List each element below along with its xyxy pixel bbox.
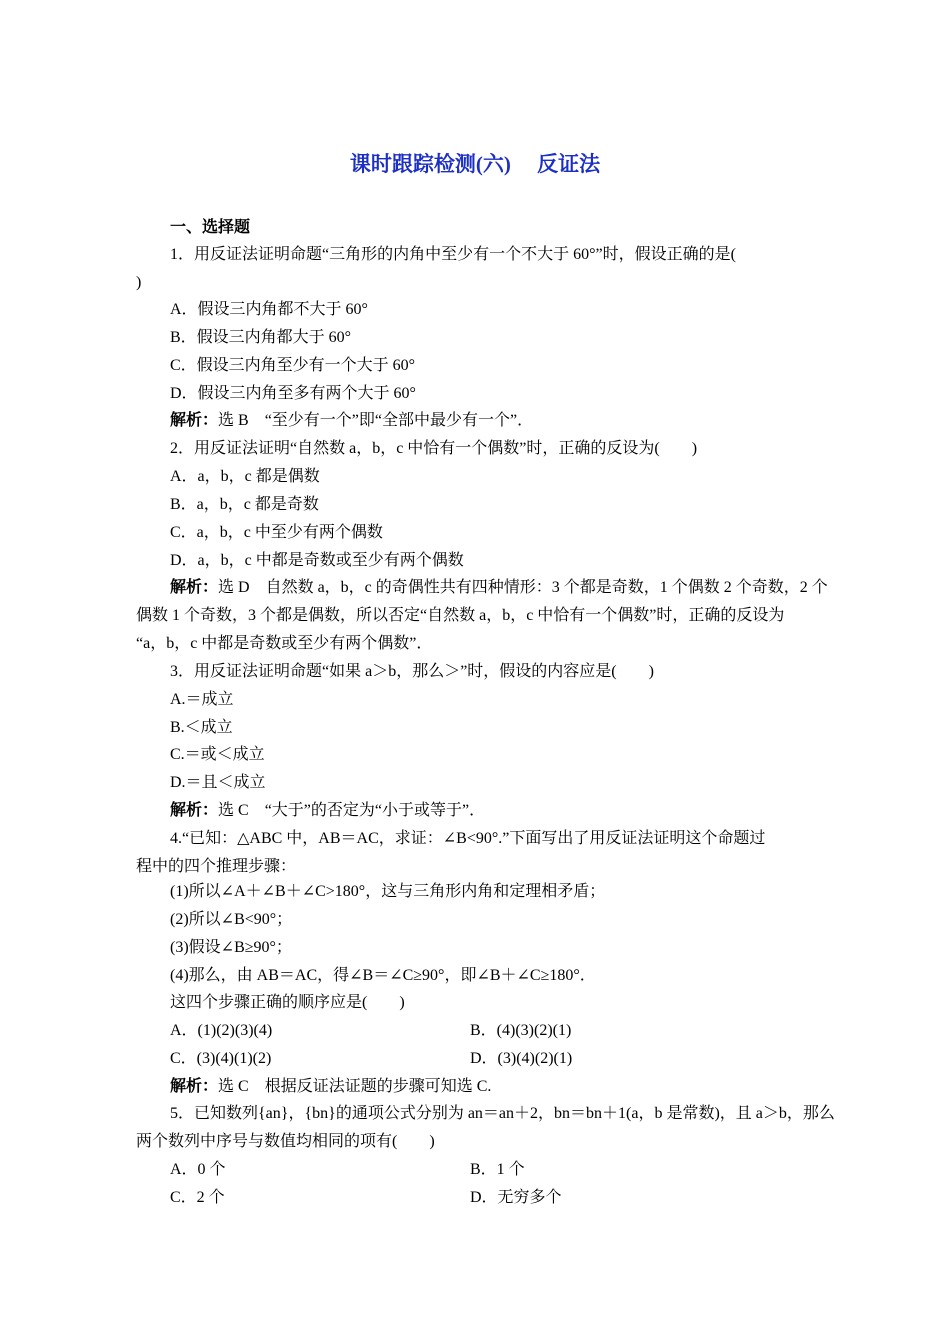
q5-stem-continued: 两个数列中序号与数值均相同的项有( ) — [136, 1133, 435, 1150]
q2-option-c: C．a，b，c 中至少有两个偶数 — [170, 524, 383, 541]
q5-option-a: A．0 个 — [170, 1161, 226, 1178]
q5-option-d: D．无穷多个 — [470, 1189, 562, 1206]
q2-option-b: B．a，b，c 都是奇数 — [170, 496, 319, 513]
q4-step-1: (1)所以∠A＋∠B＋∠C>180°，这与三角形内角和定理相矛盾； — [170, 883, 606, 900]
q4-option-a: A．(1)(2)(3)(4) — [170, 1022, 273, 1039]
q3-stem: 3．用反证法证明命题“如果 a＞b，那么＞”时，假设的内容应是( ) — [170, 663, 654, 680]
q1-analysis-label: 解析： — [170, 412, 219, 429]
q4-step-3: (3)假设∠B≥90°； — [170, 939, 292, 956]
q3-analysis-label: 解析： — [170, 802, 219, 819]
q4-option-b: B．(4)(3)(2)(1) — [470, 1022, 572, 1039]
q2-stem: 2．用反证法证明“自然数 a，b，c 中恰有一个偶数”时，正确的反设为( ) — [170, 440, 698, 457]
q4-option-c: C．(3)(4)(1)(2) — [170, 1050, 272, 1067]
q3-option-d: D.＝且＜成立 — [170, 774, 266, 791]
q4-stem: 4.“已知：△ABC 中，AB＝AC，求证：∠B<90°.”下面写出了用反证法证明这个命题过 — [170, 830, 766, 847]
q1-stem-continued: ) — [136, 274, 142, 291]
q3-option-c: C.＝或＜成立 — [170, 746, 265, 763]
q4-analysis — [170, 1077, 491, 1097]
q3-analysis-text: 选 C “大于”的否定为“小于或等于”． — [218, 802, 486, 819]
q5-stem: 5．已知数列{an}，{bn}的通项公式分别为 an＝an＋2，bn＝bn＋1(a，b 是常数)，且 a＞b，那么 — [170, 1105, 835, 1122]
page-title: 课时跟踪检测(六) 反证法 — [349, 152, 601, 176]
q4-option-d: D．(3)(4)(2)(1) — [470, 1050, 573, 1067]
q5-option-b: B．1 个 — [470, 1161, 525, 1178]
q2-option-d: D．a，b，c 中都是奇数或至少有两个偶数 — [170, 552, 464, 569]
q3-analysis — [170, 801, 485, 821]
q3-option-b: B.＜成立 — [170, 719, 233, 736]
q3-option-a: A.＝成立 — [170, 691, 234, 708]
q1-analysis — [170, 411, 533, 431]
q4-analysis-label: 解析： — [170, 1078, 219, 1095]
q4-question: 这四个步骤正确的顺序应是( ) — [170, 994, 405, 1011]
q4-step-2: (2)所以∠B<90°； — [170, 911, 293, 928]
q4-step-4: (4)那么，由 AB＝AC，得∠B＝∠C≥90°，即∠B＋∠C≥180°． — [170, 967, 596, 984]
q4-analysis-text: 选 C 根据反证法证题的步骤可知选 C. — [218, 1078, 492, 1095]
q2-option-a: A．a，b，c 都是偶数 — [170, 468, 320, 485]
q2-analysis-text: 选 D 自然数 a，b，c 的奇偶性共有四种情形：3 个都是奇数，1 个偶数 2 个奇数，2 个 — [218, 579, 828, 596]
q2-analysis-label: 解析： — [170, 579, 219, 596]
q5-option-c: C．2 个 — [170, 1189, 225, 1206]
q1-option-b: B．假设三内角都大于 60° — [170, 329, 352, 346]
section-heading: 一、选择题 — [170, 219, 251, 236]
q1-option-d: D．假设三内角至多有两个大于 60° — [170, 385, 416, 402]
q1-option-c: C．假设三内角至少有一个大于 60° — [170, 357, 416, 374]
q1-analysis-text: 选 B “至少有一个”即“全部中最少有一个”． — [218, 412, 534, 429]
q1-option-a: A．假设三内角都不大于 60° — [170, 301, 368, 318]
q2-analysis-line2: 偶数 1 个奇数，3 个都是偶数，所以否定“自然数 a，b，c 中恰有一个偶数”时，正确的反设为 — [136, 607, 785, 624]
q1-stem: 1．用反证法证明命题“三角形的内角中至少有一个不大于 60°”时，假设正确的是( — [170, 246, 736, 263]
q2-analysis-line3: “a，b，c 中都是奇数或至少有两个偶数”． — [136, 635, 433, 652]
q4-stem-continued: 程中的四个推理步骤： — [136, 858, 297, 875]
q2-analysis-line1 — [170, 578, 828, 598]
